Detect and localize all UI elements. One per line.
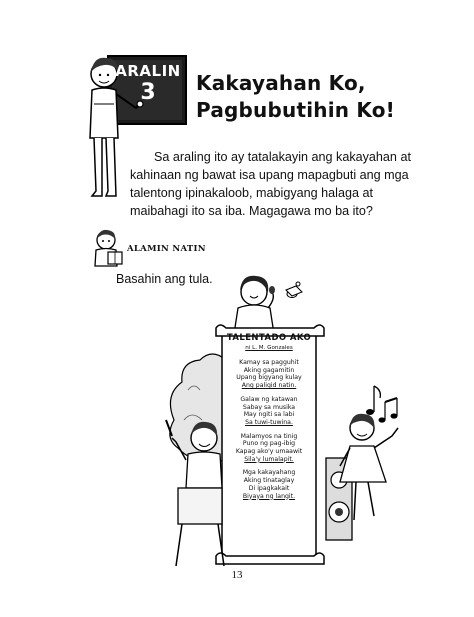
lesson-title-line1: Kakayahan Ko, [196, 71, 366, 95]
reading-child-icon [90, 228, 130, 270]
poem-line: Malamyos na tinig [240, 432, 298, 440]
poem-stanza-2 [225, 396, 313, 427]
lesson-badge-word: ARALIN [115, 62, 181, 80]
poem [225, 333, 313, 506]
instruction-text: Basahin ang tula. [116, 272, 213, 286]
lesson-badge-number: 3 [140, 80, 156, 105]
poem-author: ni L. M. Gonzales [245, 345, 293, 351]
poem-stanza-3 [225, 433, 313, 464]
poem-line: Aking tinataglay [243, 477, 295, 485]
poem-line: Sabay sa musika [242, 403, 296, 411]
poem-line: Kamay sa pagguhit [239, 359, 299, 366]
singing-girl-icon [234, 276, 275, 334]
poem-line: May ngiti sa labi [243, 411, 295, 419]
section-label: ALAMIN NATIN [127, 244, 206, 254]
poem-line: Ang paligid natin. [241, 382, 297, 390]
poem-line: Biyaya ng langit. [242, 492, 296, 500]
poem-stanza-1 [225, 359, 313, 390]
poem-stanza-4 [225, 469, 313, 500]
poem-line: Mga kakayahang [242, 469, 296, 477]
poem-title: TALENTADO AKO [226, 333, 312, 343]
poem-line: Di ipagkakait [248, 484, 290, 492]
poem-line: Sa tuwi-tuwina. [245, 418, 293, 426]
lesson-title-line2: Pagbubutihin Ko! [196, 98, 395, 122]
lesson-title [196, 70, 395, 124]
poem-line: Upang bigyang kulay [236, 374, 302, 382]
poem-line: Aking gagamitin [243, 366, 295, 374]
poem-line: Galaw ng katawan [240, 395, 298, 403]
intro-paragraph [130, 148, 430, 220]
lesson-badge [113, 62, 183, 118]
intro-text: Sa araling ito ay tatalakayin ang kakayahan at kahinaan ng bawat isa upang mapagbuti ang mga talentong ipinakaloob, mabigyang halaga at maibahagi ito sa iba. Magagawa mo ba ito? [130, 150, 411, 218]
poem-line: Puno ng pag-ibig [242, 440, 296, 448]
page-number: 13 [231, 569, 243, 581]
poem-line: Kapag ako'y umaawit [235, 448, 303, 456]
music-note-icon [286, 282, 302, 298]
poem-line: Sila'y lumalapit. [244, 455, 294, 463]
